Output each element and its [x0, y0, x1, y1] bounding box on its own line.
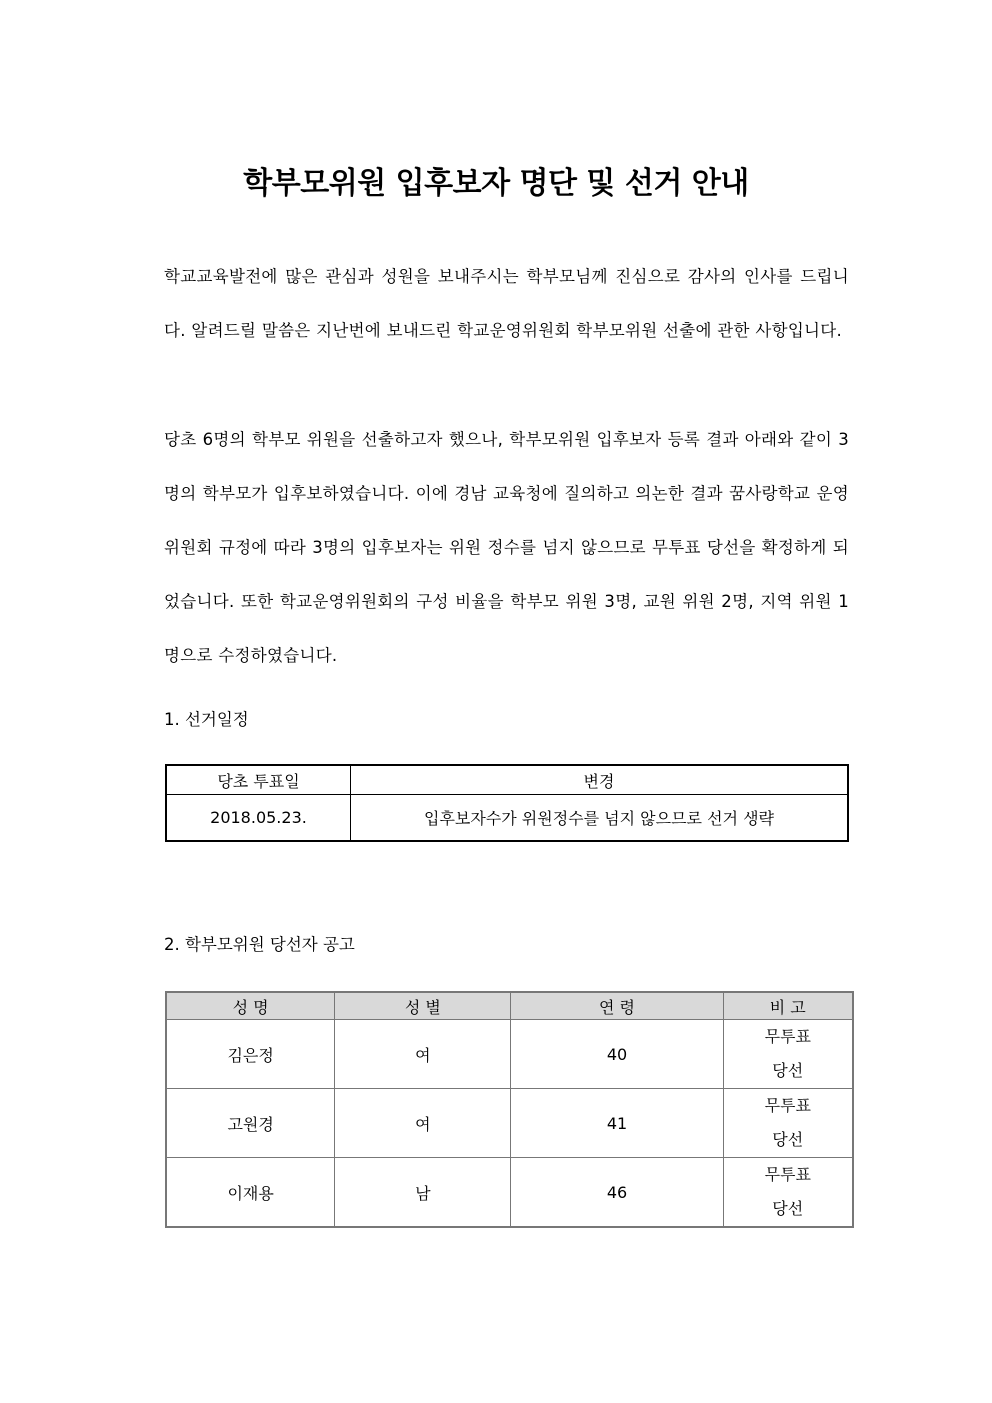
note-line-1: 무투표	[764, 1027, 811, 1046]
note-line-1: 무투표	[764, 1096, 811, 1115]
table-row	[166, 1020, 853, 1089]
column-header-note: 비 고	[723, 992, 853, 1020]
note-cell	[723, 1158, 853, 1228]
note-cell	[723, 1020, 853, 1089]
table-header-row	[166, 992, 853, 1020]
schedule-heading: 1. 선거일정	[164, 710, 249, 729]
table-row	[166, 1158, 853, 1228]
name-cell: 고원경	[166, 1089, 335, 1158]
election-info-paragraph: 당초 6명의 학부모 위원을 선출하고자 했으나, 학부모위원 입후보자 등록 결과 아래와 같이 3명의 학부모가 입후보하였습니다. 이에 경남 교육청에 질의하고 의논한 결과 꿈사랑학교 운영위원회 규정에 따라 3명의 입후보자는 위원 정수를 넘지 않으므로 무투표 당선을 확정하게 되었습니다. 또한 학교운영위원회의 구성 비율을 학부모 위원 3명, 교원 위원 2명, 지역 위원 1명으로 수정하였습니다.	[164, 430, 849, 665]
table-row	[166, 795, 848, 842]
age-cell: 40	[511, 1020, 723, 1089]
gender-cell: 여	[335, 1089, 511, 1158]
table-header-row	[166, 765, 848, 795]
page-title: 학부모위원 입후보자 명단 및 선거 안내	[243, 166, 749, 201]
column-header-age: 연 령	[511, 992, 723, 1020]
change-cell: 입후보자수가 위원정수를 넘지 않으므로 선거 생략	[351, 795, 849, 842]
gender-cell: 여	[335, 1020, 511, 1089]
winners-table	[165, 991, 854, 1228]
name-cell: 김은정	[166, 1020, 335, 1089]
table-row	[166, 1089, 853, 1158]
age-cell: 41	[511, 1089, 723, 1158]
age-cell: 46	[511, 1158, 723, 1228]
note-line-1: 무투표	[764, 1165, 811, 1184]
winners-heading: 2. 학부모위원 당선자 공고	[164, 935, 355, 954]
intro-paragraph: 학교교육발전에 많은 관심과 성원을 보내주시는 학부모님께 진심으로 감사의 인사를 드립니다. 알려드릴 말씀은 지난번에 보내드린 학교운영위원회 학부모위원 선출에 관한 사항입니다.	[164, 267, 849, 340]
column-header-name: 성 명	[166, 992, 335, 1020]
column-header-original-date: 당초 투표일	[166, 765, 351, 795]
column-header-gender: 성 별	[335, 992, 511, 1020]
note-line-2: 당선	[772, 1130, 804, 1149]
note-line-2: 당선	[772, 1199, 804, 1218]
name-cell: 이재용	[166, 1158, 335, 1228]
note-cell	[723, 1089, 853, 1158]
column-header-change: 변경	[351, 765, 849, 795]
original-date-cell: 2018.05.23.	[166, 795, 351, 842]
note-line-2: 당선	[772, 1061, 804, 1080]
gender-cell: 남	[335, 1158, 511, 1228]
schedule-table	[165, 764, 849, 842]
